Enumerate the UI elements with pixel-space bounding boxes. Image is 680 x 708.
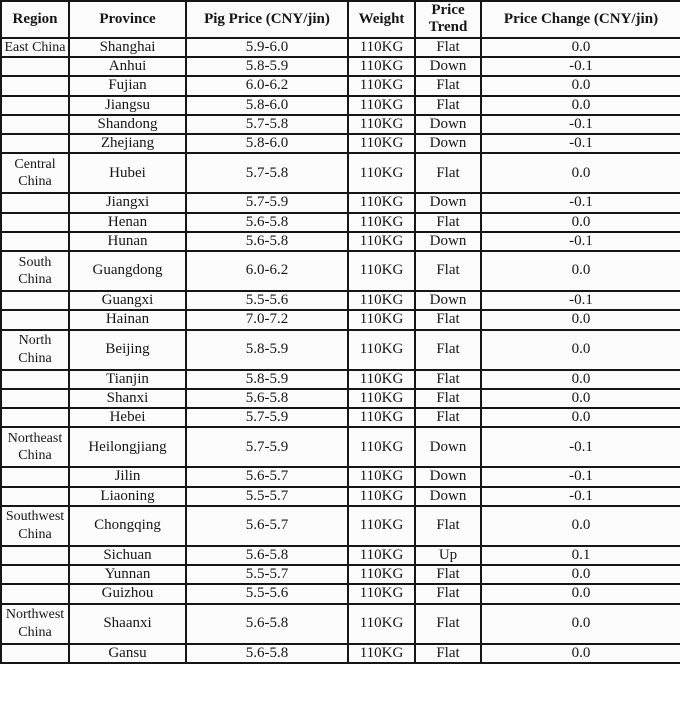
cell-price: 5.8-6.0 [186,96,348,115]
cell-trend: Flat [415,506,481,546]
cell-region [1,389,69,408]
cell-change: 0.0 [481,76,680,95]
cell-change: 0.0 [481,370,680,389]
cell-trend: Flat [415,38,481,58]
cell-province: Guangxi [69,291,186,310]
table-row [1,389,680,408]
column-header-price: Pig Price (CNY/jin) [186,1,348,38]
cell-change: 0.0 [481,310,680,329]
cell-province: Hubei [69,153,186,193]
cell-region: Southwest China [1,506,69,546]
cell-trend: Flat [415,330,481,370]
cell-price: 5.7-5.8 [186,115,348,134]
cell-change: 0.0 [481,251,680,291]
cell-province: Fujian [69,76,186,95]
cell-trend: Flat [415,213,481,232]
cell-trend: Down [415,487,481,506]
cell-weight: 110KG [348,38,415,58]
cell-price: 5.5-5.7 [186,487,348,506]
cell-trend: Flat [415,389,481,408]
cell-trend: Down [415,193,481,212]
cell-province: Jiangxi [69,193,186,212]
cell-trend: Up [415,546,481,565]
cell-trend: Flat [415,604,481,644]
cell-price: 5.6-5.8 [186,604,348,644]
cell-weight: 110KG [348,213,415,232]
cell-weight: 110KG [348,76,415,95]
cell-trend: Down [415,134,481,153]
cell-price: 5.8-6.0 [186,134,348,153]
cell-region [1,584,69,603]
cell-price: 5.6-5.8 [186,232,348,251]
cell-province: Jilin [69,467,186,486]
cell-price: 5.7-5.8 [186,153,348,193]
cell-region [1,546,69,565]
cell-weight: 110KG [348,467,415,486]
cell-province: Tianjin [69,370,186,389]
cell-trend: Flat [415,408,481,427]
cell-trend: Flat [415,251,481,291]
cell-region [1,644,69,663]
cell-province: Gansu [69,644,186,663]
cell-change: 0.0 [481,96,680,115]
cell-weight: 110KG [348,193,415,212]
table-row [1,604,680,644]
cell-trend: Down [415,115,481,134]
cell-weight: 110KG [348,57,415,76]
cell-trend: Flat [415,584,481,603]
cell-weight: 110KG [348,370,415,389]
cell-region [1,232,69,251]
cell-price: 5.6-5.7 [186,467,348,486]
table-row [1,57,680,76]
cell-change: 0.0 [481,153,680,193]
cell-change: -0.1 [481,291,680,310]
cell-weight: 110KG [348,251,415,291]
cell-price: 5.6-5.7 [186,506,348,546]
cell-region [1,134,69,153]
cell-province: Zhejiang [69,134,186,153]
cell-weight: 110KG [348,153,415,193]
cell-weight: 110KG [348,565,415,584]
cell-price: 5.5-5.7 [186,565,348,584]
cell-change: -0.1 [481,487,680,506]
cell-province: Hebei [69,408,186,427]
table-row [1,134,680,153]
table-row [1,115,680,134]
cell-region [1,467,69,486]
cell-weight: 110KG [348,644,415,663]
cell-price: 5.6-5.8 [186,546,348,565]
table-row [1,427,680,467]
column-header-trend: Price Trend [415,1,481,38]
column-header-weight: Weight [348,1,415,38]
cell-price: 5.7-5.9 [186,427,348,467]
cell-region [1,565,69,584]
table-head [1,1,680,38]
cell-trend: Flat [415,96,481,115]
cell-change: -0.1 [481,134,680,153]
cell-region [1,76,69,95]
cell-weight: 110KG [348,487,415,506]
cell-region [1,115,69,134]
cell-region: East China [1,38,69,58]
table-row [1,408,680,427]
cell-weight: 110KG [348,584,415,603]
cell-price: 6.0-6.2 [186,251,348,291]
cell-province: Shandong [69,115,186,134]
column-header-change: Price Change (CNY/jin) [481,1,680,38]
cell-change: 0.0 [481,38,680,58]
table-row [1,506,680,546]
cell-price: 6.0-6.2 [186,76,348,95]
cell-region: Northwest China [1,604,69,644]
cell-province: Beijing [69,330,186,370]
cell-price: 5.8-5.9 [186,370,348,389]
cell-change: -0.1 [481,57,680,76]
cell-trend: Flat [415,76,481,95]
table-row [1,76,680,95]
table-row [1,232,680,251]
cell-price: 5.5-5.6 [186,584,348,603]
cell-province: Heilongjiang [69,427,186,467]
cell-change: 0.1 [481,546,680,565]
cell-weight: 110KG [348,291,415,310]
cell-region [1,57,69,76]
cell-region [1,193,69,212]
cell-weight: 110KG [348,408,415,427]
cell-province: Anhui [69,57,186,76]
cell-change: 0.0 [481,584,680,603]
cell-price: 5.8-5.9 [186,330,348,370]
column-header-province: Province [69,1,186,38]
header-row [1,1,680,38]
table-row [1,310,680,329]
cell-price: 5.6-5.8 [186,644,348,663]
table-row [1,291,680,310]
cell-price: 5.6-5.8 [186,389,348,408]
cell-region [1,310,69,329]
table-row [1,584,680,603]
cell-trend: Flat [415,153,481,193]
cell-weight: 110KG [348,427,415,467]
cell-region: South China [1,251,69,291]
cell-province: Hainan [69,310,186,329]
cell-price: 5.7-5.9 [186,408,348,427]
cell-province: Hunan [69,232,186,251]
table-row [1,370,680,389]
cell-change: 0.0 [481,330,680,370]
cell-price: 5.8-5.9 [186,57,348,76]
cell-province: Chongqing [69,506,186,546]
cell-price: 5.5-5.6 [186,291,348,310]
cell-province: Jiangsu [69,96,186,115]
table-row [1,213,680,232]
cell-change: 0.0 [481,389,680,408]
cell-change: -0.1 [481,467,680,486]
table-row [1,251,680,291]
cell-trend: Down [415,427,481,467]
cell-change: 0.0 [481,644,680,663]
cell-weight: 110KG [348,389,415,408]
cell-trend: Flat [415,310,481,329]
cell-weight: 110KG [348,604,415,644]
cell-province: Shanghai [69,38,186,58]
cell-trend: Down [415,467,481,486]
cell-province: Yunnan [69,565,186,584]
cell-province: Guangdong [69,251,186,291]
cell-region [1,213,69,232]
cell-weight: 110KG [348,310,415,329]
cell-change: 0.0 [481,565,680,584]
cell-weight: 110KG [348,96,415,115]
cell-change: 0.0 [481,408,680,427]
cell-change: -0.1 [481,232,680,251]
cell-region [1,96,69,115]
cell-weight: 110KG [348,115,415,134]
table-row [1,565,680,584]
cell-province: Guizhou [69,584,186,603]
cell-region [1,408,69,427]
cell-weight: 110KG [348,546,415,565]
cell-trend: Flat [415,644,481,663]
cell-trend: Down [415,232,481,251]
cell-region [1,370,69,389]
table-row [1,96,680,115]
cell-region: Central China [1,153,69,193]
cell-trend: Down [415,57,481,76]
cell-province: Liaoning [69,487,186,506]
cell-change: 0.0 [481,604,680,644]
cell-price: 5.6-5.8 [186,213,348,232]
table-row [1,330,680,370]
table-row [1,467,680,486]
cell-trend: Flat [415,370,481,389]
cell-weight: 110KG [348,232,415,251]
table-body [1,38,680,663]
table-row [1,644,680,663]
cell-trend: Flat [415,565,481,584]
table-row [1,487,680,506]
cell-trend: Down [415,291,481,310]
cell-weight: 110KG [348,134,415,153]
cell-weight: 110KG [348,506,415,546]
cell-price: 5.9-6.0 [186,38,348,58]
column-header-region: Region [1,1,69,38]
table-row [1,153,680,193]
cell-change: 0.0 [481,213,680,232]
cell-region: Northeast China [1,427,69,467]
cell-price: 5.7-5.9 [186,193,348,212]
cell-change: -0.1 [481,427,680,467]
cell-region [1,291,69,310]
cell-province: Sichuan [69,546,186,565]
cell-weight: 110KG [348,330,415,370]
table-row [1,546,680,565]
cell-province: Shanxi [69,389,186,408]
table-row [1,38,680,58]
cell-region: North China [1,330,69,370]
cell-change: 0.0 [481,506,680,546]
cell-change: -0.1 [481,115,680,134]
cell-province: Shaanxi [69,604,186,644]
cell-region [1,487,69,506]
cell-price: 7.0-7.2 [186,310,348,329]
cell-province: Henan [69,213,186,232]
table-row [1,193,680,212]
cell-change: -0.1 [481,193,680,212]
